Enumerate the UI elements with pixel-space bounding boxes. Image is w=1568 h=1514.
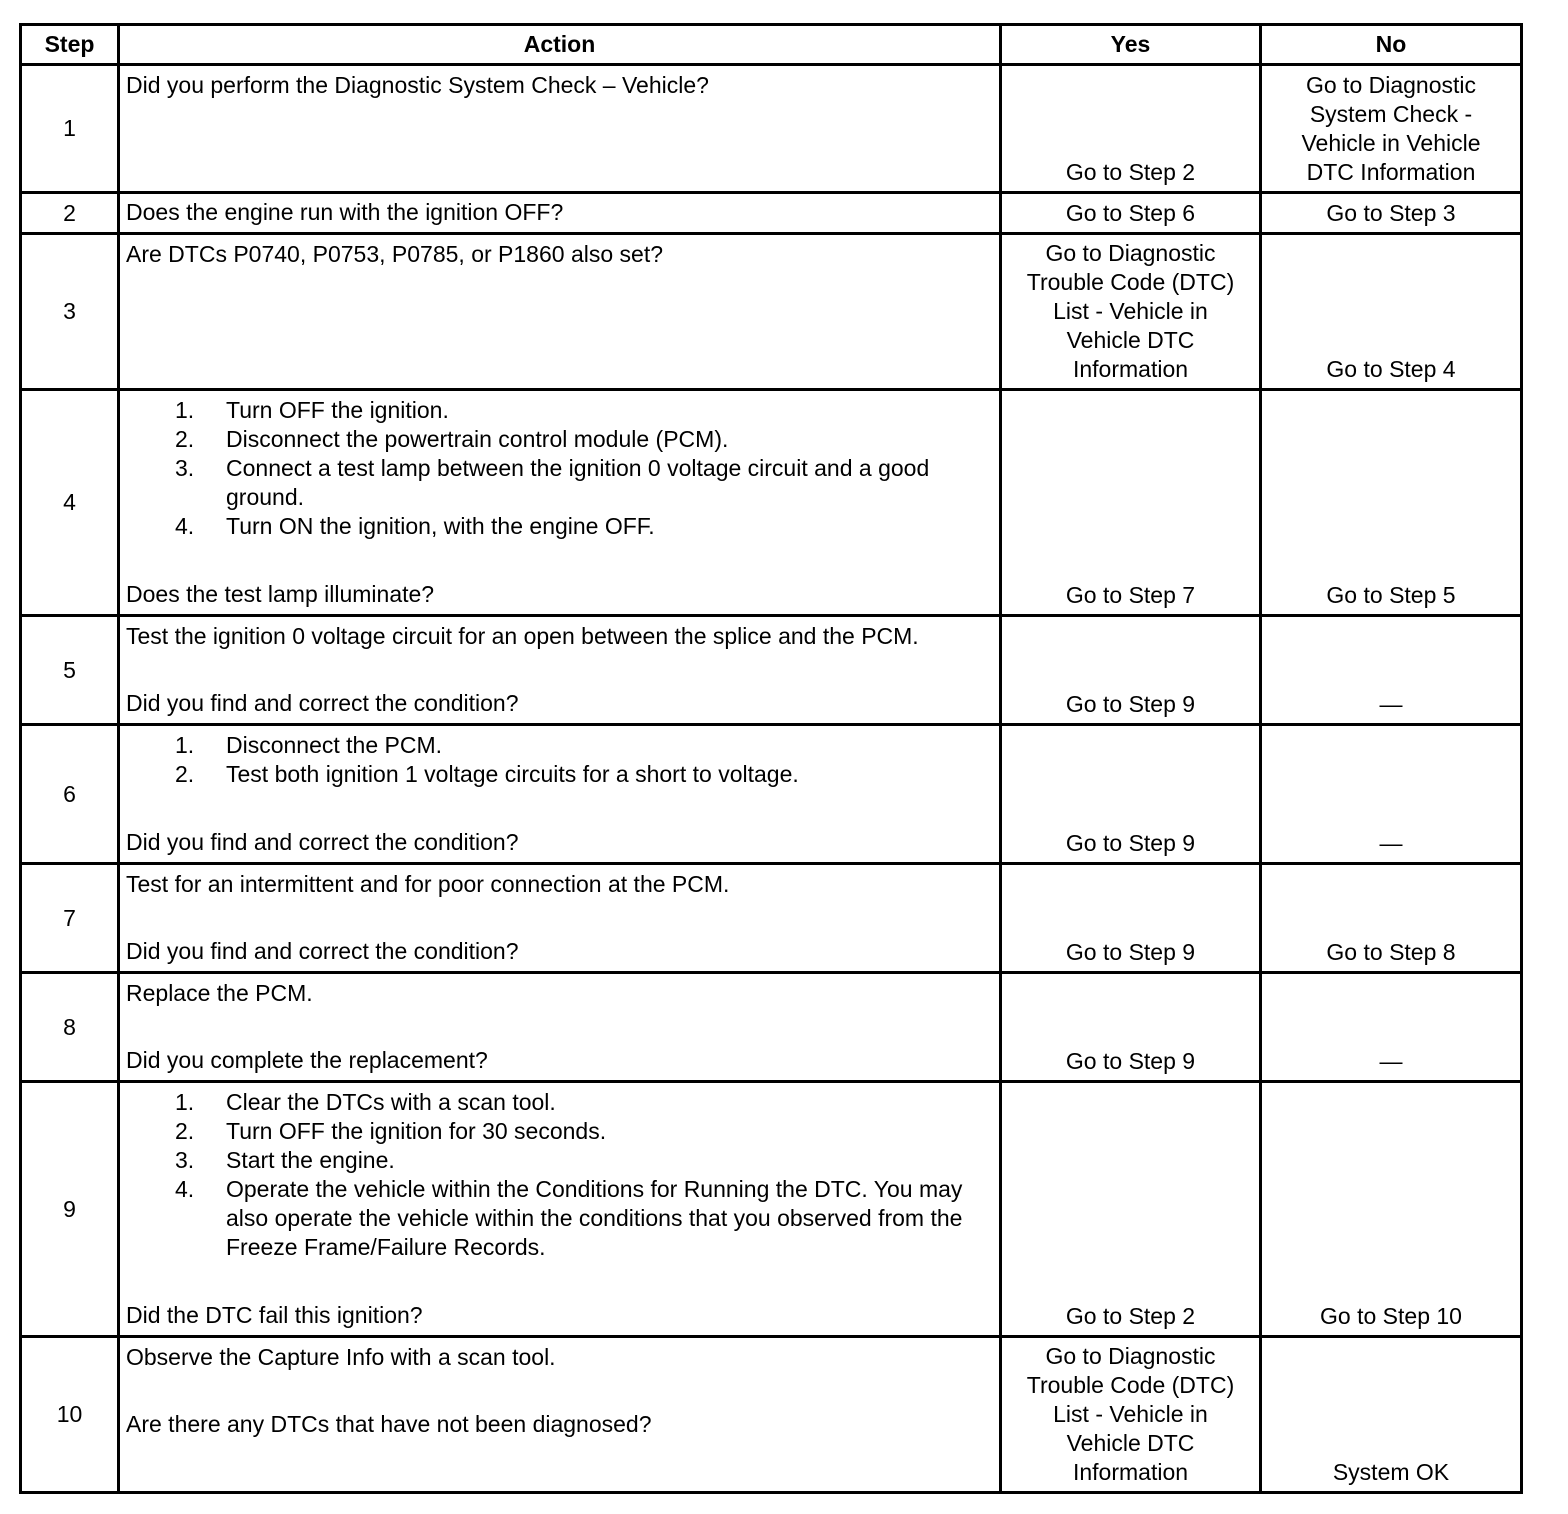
no-cell: Go to Step 5 (1261, 390, 1522, 616)
yes-cell: Go to Step 2 (1001, 1082, 1261, 1337)
list-item: 2. Turn OFF the ignition for 30 seconds. (175, 1118, 607, 1144)
yes-cell: Go to Step 7 (1001, 390, 1261, 616)
action-steps-list (126, 396, 993, 541)
action-cell (119, 234, 1001, 390)
table-row (21, 616, 1522, 725)
header-no: No (1261, 25, 1522, 65)
yes-cell: Go to Diagnostic Trouble Code (DTC) List - Vehicle in Vehicle DTC Information (1001, 234, 1261, 390)
step-number: 10 (21, 1337, 119, 1493)
no-cell: Go to Diagnostic System Check - Vehicle in Vehicle DTC Information (1261, 65, 1522, 193)
list-item: 2. Test both ignition 1 voltage circuits for a short to voltage. (175, 761, 799, 787)
list-item: 3. Connect a test lamp between the ignition 0 voltage circuit and a good ground. (175, 455, 930, 510)
table-row (21, 65, 1522, 193)
action-cell (119, 864, 1001, 973)
action-text: Test for an intermittent and for poor connection at the PCM. (126, 871, 730, 897)
yes-cell: Go to Step 9 (1001, 725, 1261, 864)
no-cell: Go to Step 10 (1261, 1082, 1522, 1337)
action-steps-list (126, 731, 993, 789)
table-row (21, 1082, 1522, 1337)
action-cell (119, 1082, 1001, 1337)
table-header-row (21, 25, 1522, 65)
step-number: 9 (21, 1082, 119, 1337)
table-row (21, 725, 1522, 864)
action-cell (119, 725, 1001, 864)
action-cell (119, 616, 1001, 725)
action-question: Did you find and correct the condition? (126, 690, 519, 716)
step-number: 5 (21, 616, 119, 725)
action-text: Replace the PCM. (126, 980, 313, 1006)
action-cell (119, 973, 1001, 1082)
step-number: 7 (21, 864, 119, 973)
no-cell: — (1261, 725, 1522, 864)
no-cell: Go to Step 3 (1261, 193, 1522, 234)
step-number: 3 (21, 234, 119, 390)
table-row (21, 390, 1522, 616)
header-action: Action (119, 25, 1001, 65)
list-item: 1. Disconnect the PCM. (175, 732, 443, 758)
action-cell (119, 65, 1001, 193)
no-cell: System OK (1261, 1337, 1522, 1493)
list-item: 4. Operate the vehicle within the Conditions for Running the DTC. You may also operate the vehicle within the conditions that you observed from the Freeze Frame/Failure Records. (175, 1176, 963, 1260)
action-text: Are DTCs P0740, P0753, P0785, or P1860 also set? (126, 241, 663, 267)
yes-cell: Go to Diagnostic Trouble Code (DTC) List - Vehicle in Vehicle DTC Information (1001, 1337, 1261, 1493)
no-cell: — (1261, 973, 1522, 1082)
action-steps-list (126, 1088, 993, 1262)
diagnostic-table (19, 23, 1523, 1494)
step-number: 8 (21, 973, 119, 1082)
list-item: 1. Turn OFF the ignition. (175, 397, 449, 423)
table-row (21, 1337, 1522, 1493)
action-text: Test the ignition 0 voltage circuit for an open between the splice and the PCM. (126, 623, 919, 649)
list-item: 1. Clear the DTCs with a scan tool. (175, 1089, 556, 1115)
header-yes: Yes (1001, 25, 1261, 65)
step-number: 4 (21, 390, 119, 616)
action-question: Did you complete the replacement? (126, 1047, 488, 1073)
action-text: Does the engine run with the ignition OFF? (126, 199, 564, 225)
header-step: Step (21, 25, 119, 65)
yes-cell: Go to Step 9 (1001, 616, 1261, 725)
yes-cell: Go to Step 9 (1001, 973, 1261, 1082)
table-row (21, 973, 1522, 1082)
action-cell (119, 1337, 1001, 1493)
no-cell: Go to Step 4 (1261, 234, 1522, 390)
step-number: 1 (21, 65, 119, 193)
table-row (21, 193, 1522, 234)
no-cell: — (1261, 616, 1522, 725)
list-item: 2. Disconnect the powertrain control module (PCM). (175, 426, 729, 452)
yes-cell: Go to Step 6 (1001, 193, 1261, 234)
action-question: Does the test lamp illuminate? (126, 581, 435, 607)
action-question: Did you find and correct the condition? (126, 829, 519, 855)
table-row (21, 234, 1522, 390)
list-item: 3. Start the engine. (175, 1147, 395, 1173)
action-text: Observe the Capture Info with a scan tool. (126, 1344, 556, 1370)
step-number: 6 (21, 725, 119, 864)
no-cell: Go to Step 8 (1261, 864, 1522, 973)
action-question: Did you find and correct the condition? (126, 938, 519, 964)
yes-cell: Go to Step 9 (1001, 864, 1261, 973)
action-text: Did you perform the Diagnostic System Check – Vehicle? (126, 72, 709, 98)
list-item: 4. Turn ON the ignition, with the engine OFF. (175, 513, 655, 539)
action-question: Are there any DTCs that have not been diagnosed? (126, 1411, 652, 1437)
action-cell (119, 193, 1001, 234)
action-cell (119, 390, 1001, 616)
yes-cell: Go to Step 2 (1001, 65, 1261, 193)
action-question: Did the DTC fail this ignition? (126, 1302, 423, 1328)
step-number: 2 (21, 193, 119, 234)
table-row (21, 864, 1522, 973)
